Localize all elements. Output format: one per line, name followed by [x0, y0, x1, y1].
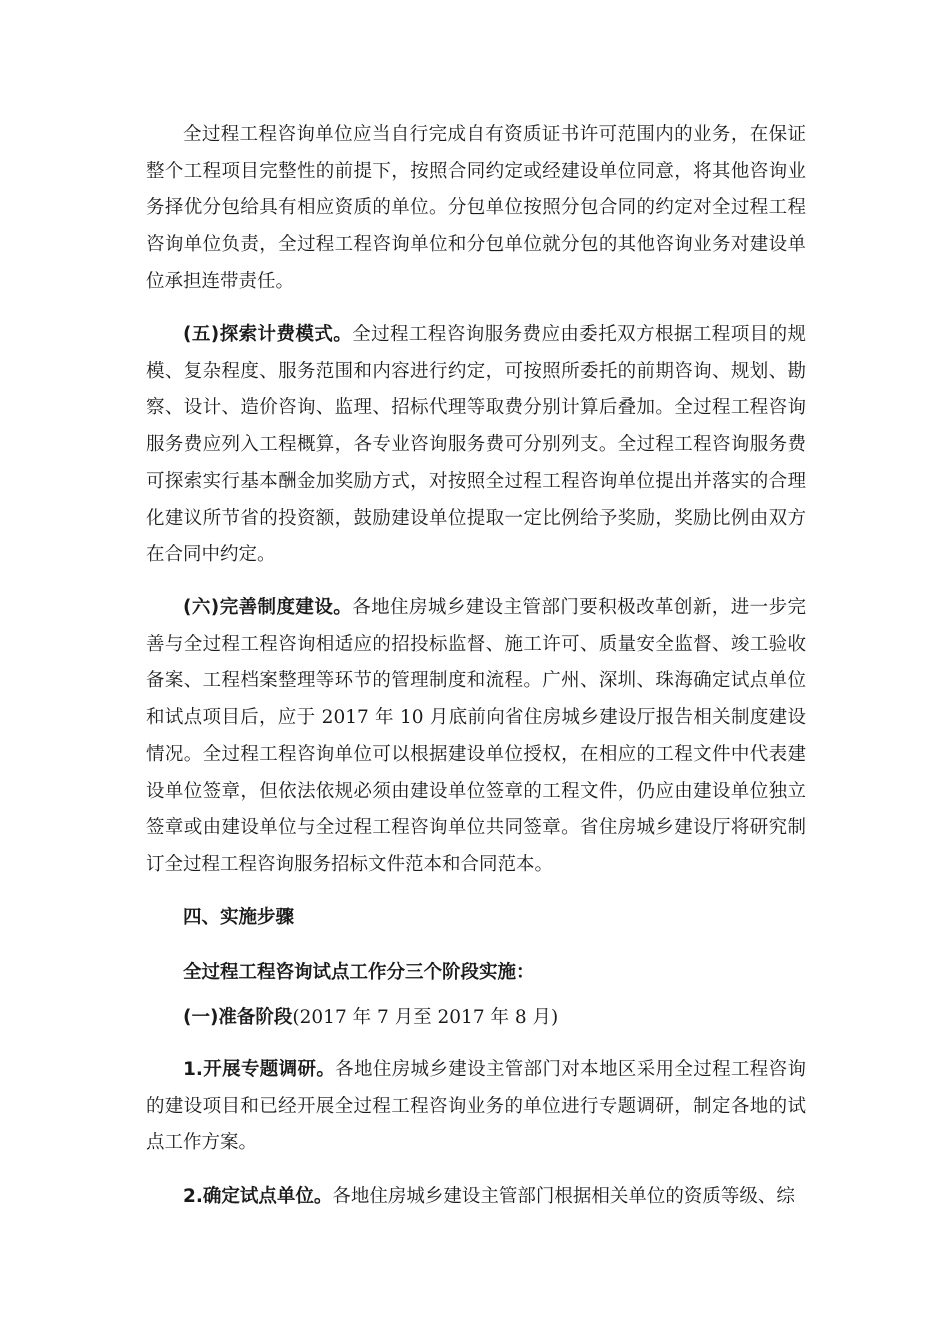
stage-date-range: (2017 年 7 月至 2017 年 8 月) — [292, 1007, 559, 1028]
paragraph-text: 各地住房城乡建设主管部门要积极改革创新，进一步完善与全过程工程咨询相适应的招投标监督、施工许可、质量安全监督、竣工验收备案、工程档案整理等环节的管理制度和流程。广州、深圳、珠海确定试点单位和试点项目后，应于 2017 年 10 月底前向省住房城乡建设厅报告相关制度建设情况。全过程工程咨询单位可以根据建设单位授权，在相应的工程文件中代表建设单位签章，但依法依规必须由建设单位签章的工程文件，仍应由建设单位独立签章或由建设单位与全过程工程咨询单位共同签章。省住房城乡建设厅将研究制订全过程工程咨询服务招标文件范本和合同范本。 — [146, 597, 806, 875]
paragraph-lead: 1.开展专题调研。 — [183, 1059, 336, 1080]
paragraph-subcontracting — [146, 117, 806, 301]
stage-heading-preparation — [183, 1000, 558, 1037]
paragraph-lead: (五)探索计费模式。 — [183, 324, 353, 345]
paragraph-fee-model — [146, 317, 806, 574]
paragraph-system-building — [146, 590, 806, 884]
paragraph-research — [146, 1052, 806, 1162]
section-intro: 全过程工程咨询试点工作分三个阶段实施： — [183, 962, 535, 983]
paragraph-lead: (六)完善制度建设。 — [183, 597, 353, 618]
paragraph-lead: 2.确定试点单位。 — [183, 1186, 333, 1207]
paragraph-pilot-units — [146, 1179, 806, 1216]
paragraph-text: 各地住房城乡建设主管部门对本地区采用全过程工程咨询的建设项目和已经开展全过程工程咨询业务的单位进行专题调研，制定各地的试点工作方案。 — [146, 1059, 806, 1154]
section-heading-implementation-steps: 四、实施步骤 — [183, 907, 295, 928]
paragraph-text: 各地住房城乡建设主管部门根据相关单位的资质等级、综 — [332, 1186, 795, 1207]
stage-lead: (一)准备阶段 — [183, 1007, 293, 1028]
paragraph-text: 全过程工程咨询单位应当自行完成自有资质证书许可范围内的业务，在保证整个工程项目完整性的前提下，按照合同约定或经建设单位同意，将其他咨询业务择优分包给具有相应资质的单位。分包单位按照分包合同的约定对全过程工程咨询单位负责，全过程工程咨询单位和分包单位就分包的其他咨询业务对建设单位承担连带责任。 — [146, 124, 806, 292]
paragraph-text: 全过程工程咨询服务费应由委托双方根据工程项目的规模、复杂程度、服务范围和内容进行约定，可按照所委托的前期咨询、规划、勘察、设计、造价咨询、监理、招标代理等取费分别计算后叠加。全过程工程咨询服务费应列入工程概算，各专业咨询服务费可分别列支。全过程工程咨询服务费可探索实行基本酬金加奖励方式，对按照全过程工程咨询单位提出并落实的合理化建议所节省的投资额，鼓励建设单位提取一定比例给予奖励，奖励比例由双方在合同中约定。 — [146, 324, 806, 566]
